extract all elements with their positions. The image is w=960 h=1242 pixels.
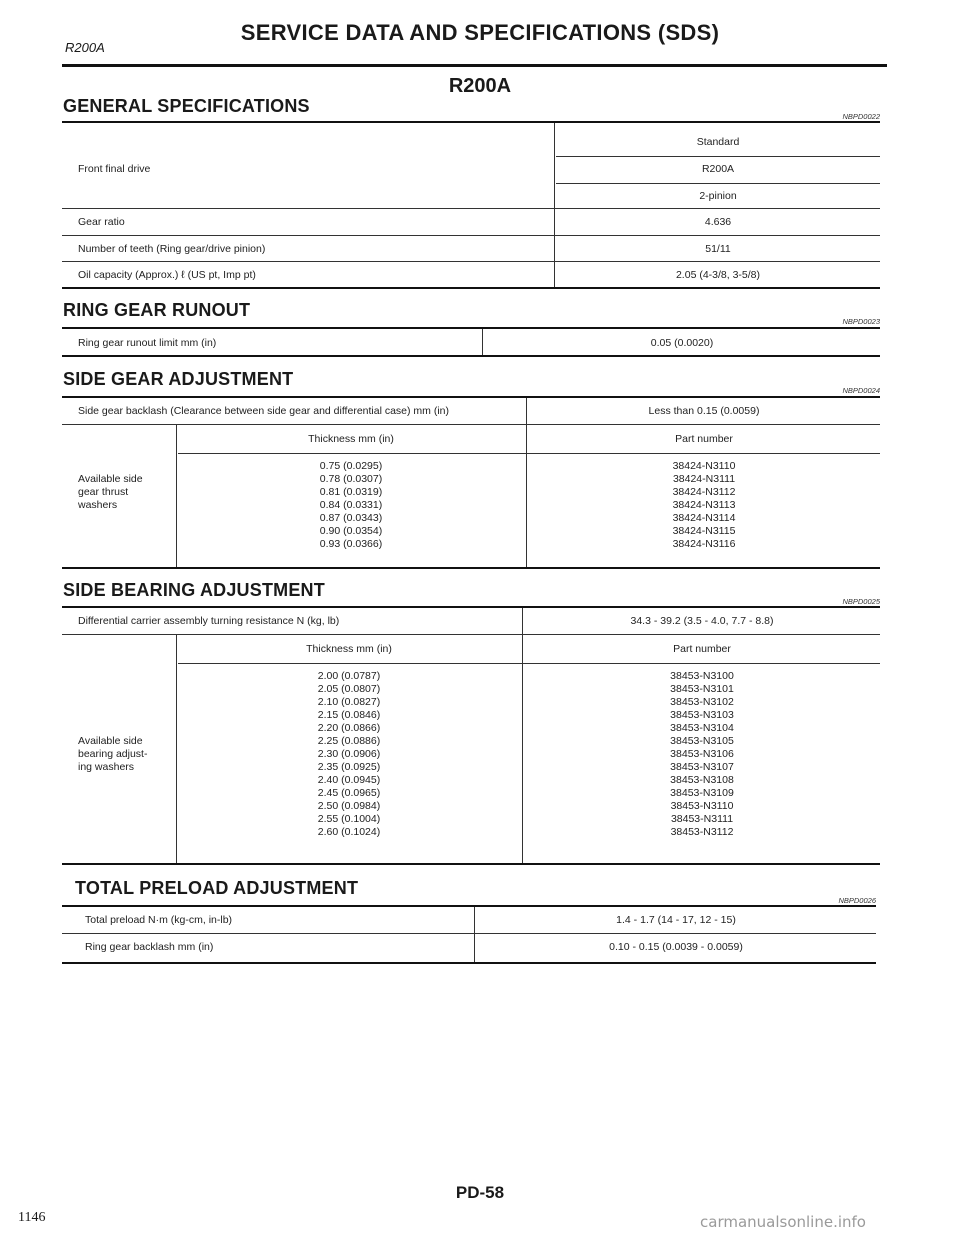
- washer-label-line: ing washers: [78, 761, 135, 773]
- turning-resistance-label: Differential carrier assembly turning resistance N (kg, lb): [78, 615, 340, 627]
- total-preload-code: NBPD0026: [838, 896, 876, 905]
- part-number: 38453-N3110: [670, 800, 734, 812]
- thickness-value: 0.81 (0.0319): [319, 486, 383, 498]
- gear-ratio-label: Gear ratio: [78, 216, 125, 228]
- thickness-value: 0.93 (0.0366): [319, 538, 383, 550]
- side-bearing-part-list: [524, 670, 880, 839]
- thickness-value: 2.35 (0.0925): [317, 761, 381, 773]
- source-watermark: carmanualsonline.info: [700, 1213, 866, 1231]
- thickness-value: 0.87 (0.0343): [319, 512, 383, 524]
- front-final-drive-model: R200A: [701, 163, 735, 175]
- total-preload-label: Total preload N·m (kg-cm, in-lb): [85, 914, 233, 926]
- teeth-count-label: Number of teeth (Ring gear/drive pinion): [78, 243, 266, 255]
- table-divider: [554, 123, 555, 288]
- washer-label-line: Available side: [78, 473, 143, 485]
- side-gear-part-list: [528, 460, 880, 551]
- side-gear-code: NBPD0024: [842, 386, 880, 395]
- table-divider: [482, 329, 483, 355]
- oil-capacity-label: Oil capacity (Approx.) ℓ (US pt, Imp pt): [78, 269, 256, 281]
- table-rule: [178, 663, 880, 664]
- page-number: 1146: [18, 1210, 46, 1225]
- table-rule: [62, 606, 880, 608]
- part-number: 38453-N3100: [670, 670, 734, 682]
- part-number: 38453-N3106: [670, 748, 734, 760]
- part-number: 38453-N3101: [670, 683, 734, 695]
- table-divider: [176, 635, 177, 864]
- thickness-value: 2.60 (0.1024): [317, 826, 381, 838]
- side-bearing-thickness-list: [178, 670, 520, 839]
- thickness-value: 0.75 (0.0295): [319, 460, 383, 472]
- ring-gear-runout-title: RING GEAR RUNOUT: [63, 300, 251, 320]
- ring-gear-backlash-label: Ring gear backlash mm (in): [85, 941, 214, 953]
- table-rule: [62, 905, 876, 907]
- thickness-value: 2.20 (0.0866): [317, 722, 381, 734]
- part-number: 38453-N3111: [670, 813, 734, 825]
- part-number: 38453-N3104: [670, 722, 734, 734]
- section-model-title: R200A: [448, 75, 512, 97]
- thickness-value: 0.90 (0.0354): [319, 525, 383, 537]
- turning-resistance-value: 34.3 - 39.2 (3.5 - 4.0, 7.7 - 8.8): [630, 615, 774, 627]
- side-bearing-part-header: Part number: [673, 643, 731, 655]
- header-rule: [62, 64, 887, 67]
- thickness-value: 2.25 (0.0886): [317, 735, 381, 747]
- table-rule: [556, 183, 880, 184]
- table-rule: [62, 933, 876, 934]
- table-rule: [178, 453, 880, 454]
- side-bearing-code: NBPD0025: [842, 597, 880, 606]
- part-number: 38424-N3115: [672, 525, 736, 537]
- gear-ratio-value: 4.636: [704, 216, 732, 228]
- table-rule: [62, 396, 880, 398]
- thickness-value: 2.55 (0.1004): [317, 813, 381, 825]
- part-number: 38453-N3107: [670, 761, 734, 773]
- teeth-count-value: 51/11: [705, 243, 731, 255]
- thickness-value: 0.84 (0.0331): [319, 499, 383, 511]
- front-final-drive-label: Front final drive: [78, 163, 151, 175]
- general-standard-label: Standard: [696, 136, 740, 148]
- part-number: 38453-N3108: [670, 774, 734, 786]
- washer-label-line: Available side: [78, 735, 143, 747]
- runout-limit-value: 0.05 (0.0020): [650, 337, 714, 349]
- table-rule: [62, 287, 880, 289]
- thickness-value: 0.78 (0.0307): [319, 473, 383, 485]
- part-number: 38424-N3111: [672, 473, 736, 485]
- part-number: 38453-N3102: [670, 696, 734, 708]
- table-rule: [62, 863, 880, 865]
- side-gear-washer-label: [78, 473, 143, 512]
- table-rule: [62, 355, 880, 357]
- thickness-value: 2.30 (0.0906): [317, 748, 381, 760]
- part-number: 38424-N3113: [672, 499, 736, 511]
- side-bearing-thickness-header: Thickness mm (in): [306, 643, 392, 655]
- general-specs-title: GENERAL SPECIFICATIONS: [63, 96, 310, 116]
- runout-limit-label: Ring gear runout limit mm (in): [78, 337, 217, 349]
- washer-label-line: bearing adjust-: [78, 748, 148, 760]
- part-number: 38424-N3114: [672, 512, 736, 524]
- page-footer-code: PD-58: [455, 1183, 505, 1202]
- front-final-drive-pinion: 2-pinion: [699, 190, 737, 202]
- total-preload-value: 1.4 - 1.7 (14 - 17, 12 - 15): [616, 914, 736, 926]
- table-divider: [522, 608, 523, 864]
- side-bearing-washer-label: [78, 735, 147, 774]
- table-rule: [62, 121, 880, 123]
- part-number: 38424-N3110: [672, 460, 736, 472]
- table-rule: [62, 327, 880, 329]
- page-header-model: R200A: [65, 40, 105, 55]
- oil-capacity-value: 2.05 (4-3/8, 3-5/8): [675, 269, 761, 281]
- general-specs-code: NBPD0022: [842, 112, 880, 121]
- part-number: 38424-N3116: [672, 538, 736, 550]
- part-number: 38453-N3109: [670, 787, 734, 799]
- table-rule: [62, 235, 880, 236]
- thickness-value: 2.40 (0.0945): [317, 774, 381, 786]
- thickness-value: 2.05 (0.0807): [317, 683, 381, 695]
- ring-gear-backlash-value: 0.10 - 0.15 (0.0039 - 0.0059): [609, 941, 743, 953]
- side-gear-title: SIDE GEAR ADJUSTMENT: [63, 369, 294, 389]
- table-divider: [176, 425, 177, 568]
- washer-label-line: gear thrust: [78, 486, 129, 498]
- thickness-value: 2.10 (0.0827): [317, 696, 381, 708]
- total-preload-title: TOTAL PRELOAD ADJUSTMENT: [75, 878, 359, 898]
- washer-label-line: washers: [78, 499, 118, 511]
- thickness-value: 2.45 (0.0965): [317, 787, 381, 799]
- part-number: 38453-N3112: [670, 826, 734, 838]
- side-gear-part-header: Part number: [675, 433, 733, 445]
- table-rule: [62, 261, 880, 262]
- table-rule: [62, 634, 880, 635]
- side-gear-thickness-header: Thickness mm (in): [308, 433, 394, 445]
- part-number: 38424-N3112: [672, 486, 736, 498]
- part-number: 38453-N3105: [670, 735, 734, 747]
- side-gear-backlash-label: Side gear backlash (Clearance between side gear and differential case) mm (in): [78, 405, 450, 417]
- ring-gear-runout-code: NBPD0023: [842, 317, 880, 326]
- table-rule: [62, 567, 880, 569]
- table-divider: [474, 907, 475, 963]
- thickness-value: 2.00 (0.0787): [317, 670, 381, 682]
- part-number: 38453-N3103: [670, 709, 734, 721]
- table-rule: [556, 156, 880, 157]
- side-gear-backlash-value: Less than 0.15 (0.0059): [648, 405, 760, 417]
- table-rule: [62, 962, 876, 964]
- table-rule: [62, 208, 880, 209]
- side-gear-thickness-list: [178, 460, 524, 551]
- side-bearing-title: SIDE BEARING ADJUSTMENT: [63, 580, 325, 600]
- table-rule: [62, 424, 880, 425]
- thickness-value: 2.50 (0.0984): [317, 800, 381, 812]
- page-header-title: SERVICE DATA AND SPECIFICATIONS (SDS): [240, 20, 720, 45]
- thickness-value: 2.15 (0.0846): [317, 709, 381, 721]
